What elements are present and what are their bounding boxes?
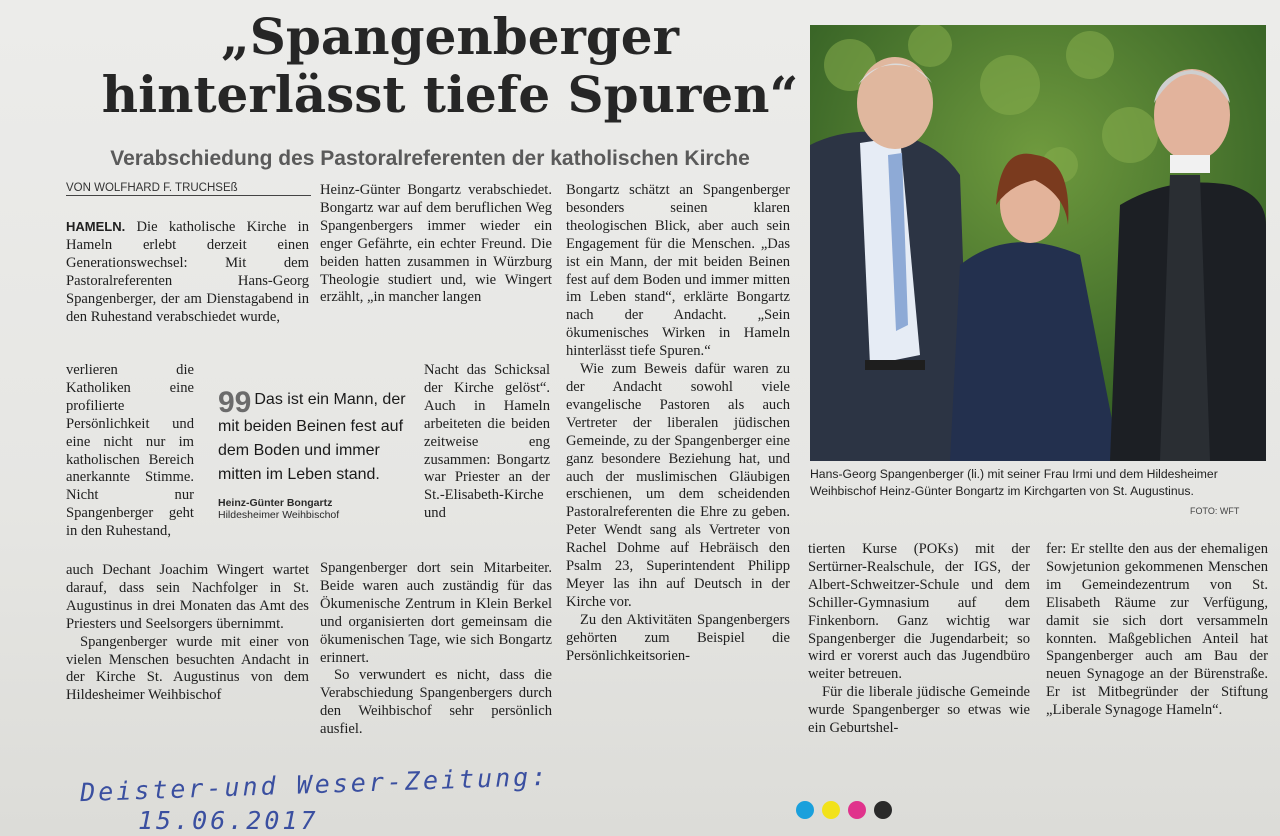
article-column-1-middle [66,362,194,541]
paragraph: tierten Kurse (POKs) mit der Sertürner-Realschule, der IGS, der Albert-Schweitzer-Schule und dem Schiller-Gymnasium auf dem Finkenborn. Ganz wichtig war Spangenberger die Jugendarbeit; so wird er vorerst auch das Jugendbüro weiter betreuen. [808,541,1030,683]
paragraph: Spangenberger wurde mit einer von vielen Menschen besuchten Andacht in der Kirche St. Augustinus von dem Hildesheimer Weihbischof [66,633,309,704]
photo-caption: Hans-Georg Spangenberger (li.) mit seiner Frau Irmi und dem Hildesheimer Weihbischof Heinz-Günter Bongartz im Kirchgarten von St. Augustinus. [810,467,1218,498]
magenta-dot-icon [848,801,866,819]
paragraph: Heinz-Günter Bongartz verabschiedet. Bongartz war auf dem beruflichen Weg Spangenbergers immer wieder ein enger Gefährte, ein echter Freund. Die beiden hatten zusammen in Würzburg Theologie studiert und, wie Wingert erzählt, „in mancher langen [320,182,552,306]
paragraph: fer: Er stellte den aus der ehemaligen Sowjetunion gekommenen Menschen im Gemeindezentrum von St. Elisabeth Räume zur Verfügung, damit sie sich dort versammeln konnten. Maßgeblichen Anteil hat Spangenberger auch am Bau der neuen Synagoge an der Bürenstraße. Er ist Mitbegründer der Stiftung „Liberale Synagoge Hameln“. [1046,541,1268,719]
article-column-1-bottom [66,562,309,705]
article-column-2-middle [424,362,550,523]
article-column-5 [1046,541,1268,720]
paragraph: Für die liberale jüdische Gemeinde wurde Spangenberger so etwas wie ein Geburtshel- [808,684,1030,737]
yellow-dot-icon [822,801,840,819]
black-dot-icon [874,801,892,819]
pull-quote-author-role: Hildesheimer Weihbischof [218,509,340,521]
article-column-1-top [66,218,309,326]
article-column-4 [808,541,1030,738]
cyan-dot-icon [796,801,814,819]
paragraph: auch Dechant Joachim Wingert wartet darauf, dass sein Nachfolger in St. Augustinus in drei Monaten das Amt des Priesters und Seelsorgers übernimmt. [66,562,309,632]
article-column-2-top [320,182,552,307]
photo-illustration [810,25,1266,461]
paragraph: verlieren die Katholiken eine profilierte Persönlichkeit und eine nicht nur im katholischen Bereich anerkannte Stimme. Nicht nur Spangenberger geht in den Ruhestand, [66,362,194,540]
paragraph: Spangenberger dort sein Mitarbeiter. Beide waren auch zuständig für das Ökumenische Zentrum in Klein Berkel und organisierten dort gemeinsam die ökumenischen Tage, wie sich Bongartz erinnert. [320,560,552,666]
dateline: HAMELN. [66,219,126,234]
paragraph: Nacht das Schicksal der Kirche gelöst“. Auch in Hameln arbeiteten die beiden zeitweise eng zusammen: Bongartz war Priester an der St.-Elisabeth-Kirche und [424,362,550,522]
quote-mark-icon: 99 [218,386,252,419]
pull-quote-text: Das ist ein Mann, der mit beiden Beinen fest auf dem Boden und immer mitten im Leben stand. [218,391,406,483]
photo [810,25,1266,461]
paragraph: Zu den Aktivitäten Spangenbergers gehörten zum Beispiel die Persönlichkeitsorien- [566,611,790,664]
handwritten-source-note: Deister-und Weser-Zeitung: [79,761,550,808]
article-column-2-bottom [320,560,552,739]
headline: „Spangenberger hinterlässt tiefe Spuren“ [101,7,799,124]
pull-quote [218,388,408,521]
subheadline: Verabschiedung des Pastoralreferenten der katholischen Kirche [110,147,750,170]
photo-credit: FOTO: WFT [1190,506,1240,516]
pull-quote-author: Heinz-Günter Bongartz [218,497,333,509]
handwritten-date: 15.06.2017 [138,806,319,835]
article-column-3 [566,182,790,665]
paragraph: Die katholische Kirche in Hameln erlebt derzeit einen Generationswechsel: Mit dem Pastoralreferenten Hans-Georg Spangenberger, der am Dienstagabend in den Ruhestand verabschiedet wurde, [66,219,309,325]
paragraph: So verwundert es nicht, dass die Verabschiedung Spangenbergers durch den Weihbischof sehr persönlich ausfiel. [320,667,552,738]
paragraph: Bongartz schätzt an Spangenberger besonders seinen klaren theologischen Blick, aber auch sein Engagement für die Menschen. „Das ist ein Mann, der mit beiden Beinen fest auf dem Boden und immer mitten im Leben stand“, erklärte Bongartz nach der Andacht. „Sein ökumenisches Wirken in Hameln hinterlässt tiefe Spuren.“ [566,182,790,360]
paragraph: Wie zum Beweis dafür waren zu der Andacht sowohl viele evangelische Pastoren als auch Vertreter der liberalen jüdischen Gemeinde, zu der Spangenberger eine ganz besondere Beziehung hat, und auch der muslimischen Gläubigen erschienen, um dem scheidenden Pastoralreferenten die Ehre zu geben. Peter Wendt sang als Vertreter von Rachel Dohme auf Hebräisch den Psalm 23, Superintendent Philipp Meyer las ihn auf Deutsch in der Kirche vor. [566,361,790,610]
byline: VON WOLFHARD F. TRUCHSEß [66,182,311,196]
